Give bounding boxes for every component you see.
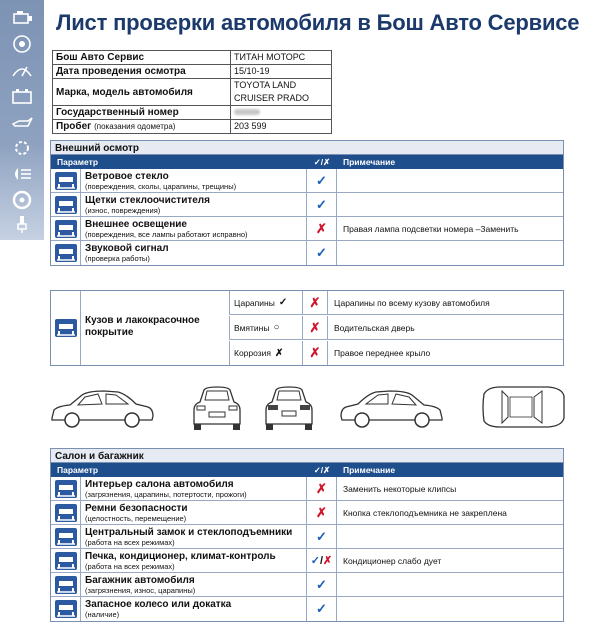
battery-icon: [10, 86, 34, 106]
spark-plug-icon: [10, 214, 34, 234]
lift-icon: [55, 576, 77, 594]
icon-strip: [0, 0, 44, 240]
param-desc: (наличие): [85, 610, 120, 619]
check-row: [51, 549, 563, 573]
param-desc: (загрязнения, износ, царапины): [85, 586, 196, 595]
body-param-name: Кузов и лакокрасочное покрытие: [85, 315, 200, 338]
note-cell[interactable]: [337, 573, 563, 596]
legend-symbol: ✓: [278, 297, 288, 308]
info-label: Марка, модель автомобиля: [53, 79, 231, 106]
lift-icon: [55, 552, 77, 570]
info-label-main: Пробег: [56, 121, 92, 132]
param-desc: (повреждения, сколы, царапины, трещины): [85, 182, 237, 191]
col-param: Параметр: [57, 465, 99, 475]
col-note: Примечание: [343, 465, 396, 475]
info-value-redacted: [231, 106, 332, 120]
car-front-view[interactable]: [188, 380, 246, 435]
param-name: Звуковой сигнал: [85, 243, 169, 254]
check-row: [51, 169, 563, 193]
info-label: Государственный номер: [53, 106, 231, 120]
status-mark[interactable]: ✗: [307, 217, 337, 240]
wiper-icon: [10, 60, 34, 80]
info-value: 203 599: [231, 120, 332, 134]
info-row: [53, 51, 332, 65]
gearbox-icon: [10, 138, 34, 158]
status-mark[interactable]: ✓: [307, 193, 337, 216]
oil-icon: [10, 112, 34, 132]
note-cell[interactable]: Кондиционер слабо дует: [343, 555, 442, 566]
param-desc: (целостность, перемещение): [85, 514, 187, 523]
lift-icon: [55, 319, 77, 337]
body-check-row: [229, 316, 563, 340]
param-name: Запасное колесо или докатка: [85, 599, 232, 610]
redacted-plate: [234, 109, 260, 115]
note-cell[interactable]: Водительская дверь: [334, 322, 415, 333]
info-row: [53, 106, 332, 120]
check-row: [51, 501, 563, 525]
param-desc: (работа на всех режимах): [85, 562, 175, 571]
legend-symbol: ✗: [275, 347, 284, 359]
note-cell[interactable]: [337, 241, 563, 265]
param-name: Ремни безопасности: [85, 503, 188, 514]
lift-icon: [55, 600, 77, 618]
body-check-label: Коррозия: [234, 348, 272, 358]
lift-icon: [55, 172, 77, 190]
body-check-label: Царапины: [234, 297, 275, 308]
note-cell[interactable]: Правая лампа подсветки номера –Заменить: [343, 223, 519, 234]
param-name: Щетки стеклоочистителя: [85, 195, 210, 206]
status-mark[interactable]: ✗: [307, 501, 337, 524]
mark-bad: ✗: [323, 555, 333, 567]
note-cell[interactable]: [337, 525, 563, 548]
param-name: Ветровое стекло: [85, 171, 169, 182]
check-row: [51, 477, 563, 501]
lift-icon: [55, 220, 77, 238]
column-header: [51, 463, 563, 477]
info-value: TOYOTA LAND CRUISER PRADO: [231, 79, 332, 106]
info-row: [53, 120, 332, 134]
check-row: [51, 597, 563, 621]
lift-icon: [55, 244, 77, 262]
lift-icon: [55, 504, 77, 522]
status-mark[interactable]: ✗: [302, 291, 328, 315]
mark-ok: ✓: [310, 555, 320, 567]
status-mark[interactable]: ✓: [307, 169, 337, 192]
lift-icon: [55, 196, 77, 214]
param-name: Центральный замок и стеклоподъемники: [85, 527, 293, 538]
check-row: [51, 573, 563, 597]
info-label-small: (показания одометра): [94, 122, 176, 131]
status-mark-mixed[interactable]: ✓ / ✗: [307, 549, 337, 572]
status-mark[interactable]: ✗: [307, 477, 337, 500]
status-mark[interactable]: ✓: [307, 241, 337, 265]
note-cell[interactable]: Заменить некоторые клипсы: [343, 483, 457, 494]
col-mark: ✓/✗: [313, 156, 331, 167]
section-heading: Внешний осмотр: [51, 141, 563, 155]
check-row: [51, 193, 563, 217]
check-row: [51, 217, 563, 241]
info-row: [53, 65, 332, 79]
note-cell[interactable]: Правое переднее крыло: [334, 348, 431, 358]
car-left-side-view[interactable]: [48, 380, 156, 435]
info-value: ТИТАН МОТОРС: [231, 51, 332, 65]
note-cell[interactable]: [337, 193, 563, 216]
car-rear-view[interactable]: [260, 380, 318, 435]
param-desc: (повреждения, все лампы работают исправно): [85, 230, 248, 239]
param-desc: (проверка работы): [85, 254, 150, 263]
param-desc: (загрязнения, царапины, потертости, прожоги): [85, 490, 247, 499]
car-diagrams: [48, 380, 568, 435]
note-cell[interactable]: [337, 597, 563, 621]
column-header: [51, 155, 563, 169]
col-mark: ✓/✗: [313, 464, 331, 475]
status-mark[interactable]: ✗: [302, 316, 328, 340]
note-cell[interactable]: [337, 169, 563, 192]
check-row: [51, 241, 563, 265]
body-check-label: Вмятины: [234, 322, 270, 333]
info-label: [53, 120, 231, 134]
param-name: Печка, кондиционер, климат-контроль: [85, 551, 276, 562]
exterior-section: [50, 140, 564, 266]
vehicle-info-table: [52, 50, 332, 134]
engine-icon: [10, 8, 34, 28]
param-name: Багажник автомобиля: [85, 575, 195, 586]
body-check-row: [229, 341, 563, 365]
status-mark[interactable]: ✓: [307, 525, 337, 548]
status-mark[interactable]: ✗: [302, 341, 328, 365]
headlight-icon: [10, 164, 34, 184]
param-desc: (работа на всех режимах): [85, 538, 175, 547]
info-row: [53, 79, 332, 106]
param-desc: (износ, повреждения): [85, 206, 161, 215]
lift-icon: [55, 480, 77, 498]
section-heading: Салон и багажник: [51, 449, 563, 463]
legend-symbol: ○: [273, 322, 280, 333]
info-label: Дата проведения осмотра: [53, 65, 231, 79]
status-mark[interactable]: ✓: [307, 597, 337, 621]
tire-icon: [10, 190, 34, 210]
note-cell[interactable]: Кнопка стеклоподъемника не закреплена: [343, 507, 507, 518]
status-mark[interactable]: ✓: [307, 573, 337, 596]
brake-icon: [10, 34, 34, 54]
param-name: Интерьер салона автомобиля: [85, 479, 234, 490]
note-cell[interactable]: Царапины по всему кузову автомобиля: [334, 297, 490, 308]
body-check-row: [229, 291, 563, 315]
check-row: [51, 525, 563, 549]
col-note: Примечание: [343, 157, 396, 167]
car-right-side-view[interactable]: [338, 380, 446, 435]
body-paint-section: [50, 290, 564, 366]
interior-section: [50, 448, 564, 622]
car-top-view[interactable]: [476, 380, 568, 435]
page-title: Лист проверки автомобиля в Бош Авто Сервисе: [56, 10, 580, 35]
param-name: Внешнее освещение: [85, 219, 187, 230]
info-value: 15/10-19: [231, 65, 332, 79]
lift-icon: [55, 528, 77, 546]
col-param: Параметр: [57, 157, 99, 167]
info-label: Бош Авто Сервис: [53, 51, 231, 65]
